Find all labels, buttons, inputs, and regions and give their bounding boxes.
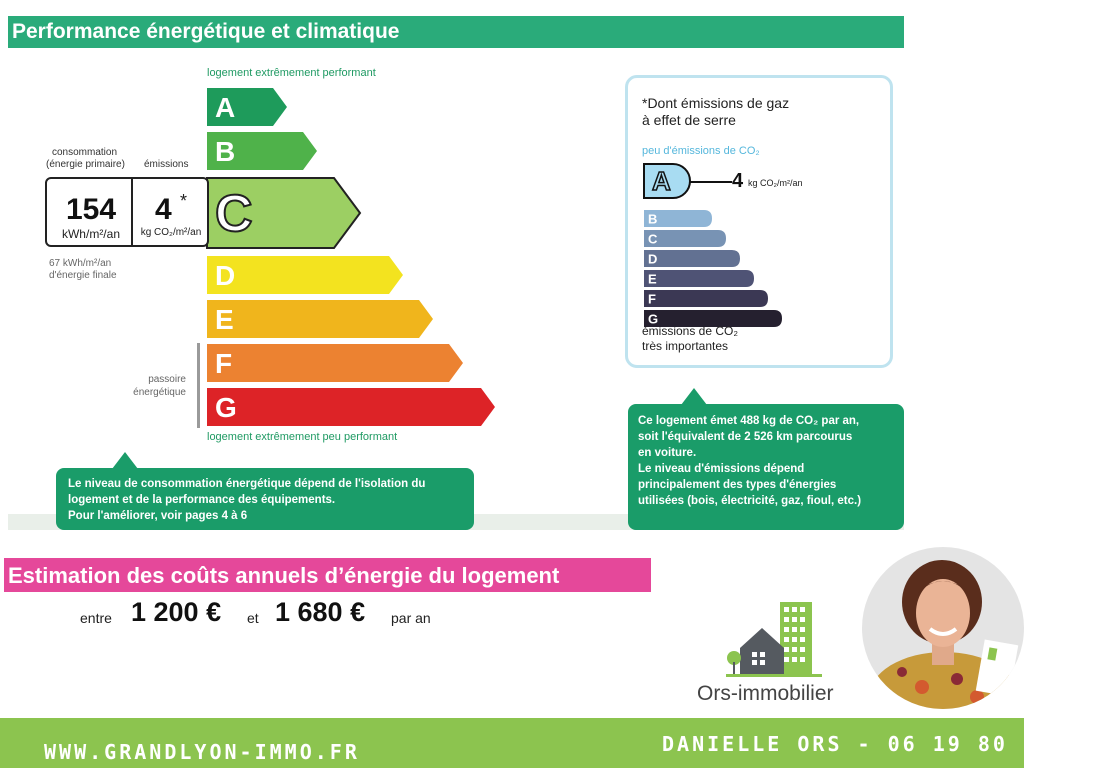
costs-title: Estimation des coûts annuels d’énergie du logement [4, 558, 651, 592]
performance-title: Performance énergétique et climatique [8, 16, 904, 48]
ges-class-b-letter: B [648, 211, 658, 227]
ges-note: *Dont émissions de gaz [642, 95, 790, 111]
consumption-value: 154 [65, 193, 117, 226]
emissions-unit: kg CO₂/m²/an [140, 227, 202, 238]
ges-callout-line: utilisées (bois, électricité, gaz, fioul, etc.) [638, 495, 862, 507]
ges-class-d-letter: D [648, 251, 658, 267]
ges-class-e-letter: E [648, 271, 657, 287]
dpe-energy-scale [200, 82, 520, 432]
energy-class-b-letter: B [215, 136, 236, 167]
ges-card [625, 75, 893, 368]
ges-class-g-letter: G [648, 311, 659, 327]
consumption-label: consommation [52, 147, 118, 158]
energy-class-g-bar [207, 388, 495, 426]
ges-value-line [690, 181, 732, 183]
ges-value: 4 [732, 170, 744, 192]
ors-logo-icon [722, 600, 822, 680]
ges-class-f-letter: F [648, 291, 656, 307]
box-divider [131, 179, 133, 245]
consumption-box [45, 177, 209, 247]
agent-photo [862, 547, 1024, 709]
ges-callout-line: en voiture. [638, 447, 697, 459]
energy-class-f-bar [207, 344, 463, 382]
passoire-bracket [197, 343, 200, 428]
passoire-label-2: énergétique [133, 387, 186, 398]
ges-callout [628, 404, 904, 530]
consumption-unit: kWh/m²/an [61, 227, 120, 241]
logo-text: Ors-immobilier [697, 682, 834, 705]
ges-class-f-bar [644, 290, 768, 307]
costs-high: 1 680 € [275, 597, 366, 627]
consumption-sublabel: (énergie primaire) [46, 159, 125, 170]
ges-bottom-label: émissions de CO₂ [642, 324, 739, 338]
energy-class-f-letter: F [215, 348, 233, 379]
emissions-value: 4 [155, 193, 172, 226]
energy-callout [56, 468, 474, 530]
passoire-label: passoire [148, 374, 186, 385]
callout-pointer [112, 452, 138, 469]
dpe-bottom-label: logement extrêmement peu performant [207, 431, 398, 443]
ges-callout-pointer [681, 388, 707, 405]
ges-class-a-letter: A [652, 166, 671, 196]
ges-class-c-letter: C [648, 231, 658, 247]
agent-contact: DANIELLE ORS - 06 19 80 38 32 [662, 732, 1098, 756]
ges-class-d-bar [644, 250, 740, 267]
final-energy-label: d'énergie finale [49, 270, 117, 281]
energy-callout-line: Pour l'améliorer, voir pages 4 à 6 [68, 510, 248, 522]
dpe-top-label: logement extrêmement performant [207, 67, 376, 79]
costs-per-year: par an [391, 610, 431, 626]
website-link[interactable]: WWW.GRANDLYON-IMMO.FR [44, 740, 360, 764]
energy-callout-line: logement et de la performance des équipements. [68, 494, 336, 506]
emissions-label: émissions [144, 159, 189, 170]
costs-low: 1 200 € [131, 597, 222, 627]
ges-top-label: peu d'émissions de CO₂ [642, 145, 760, 157]
emissions-star: * [180, 191, 188, 211]
energy-class-e-bar [207, 300, 433, 338]
energy-class-d-bar [207, 256, 403, 294]
costs-between: entre [80, 610, 112, 626]
ges-unit: kg CO₂/m²/an [748, 178, 803, 188]
ges-callout-line: Ce logement émet 488 kg de CO₂ par an, [638, 415, 860, 427]
ges-callout-line: soit l'équivalent de 2 526 km parcourus [638, 431, 853, 443]
energy-class-e-letter: E [215, 304, 234, 335]
costs-and: et [247, 610, 259, 626]
energy-class-d-letter: D [215, 260, 236, 291]
ges-note-2: à effet de serre [642, 112, 736, 128]
energy-class-a-letter: A [215, 92, 236, 123]
ges-callout-line: Le niveau d'émissions dépend [638, 463, 805, 475]
energy-class-g-letter: G [215, 392, 237, 423]
energy-class-c-letter: C [215, 185, 253, 243]
final-energy-value: 67 kWh/m²/an [49, 258, 112, 269]
ges-bottom-label-2: très importantes [642, 339, 729, 353]
energy-callout-line: Le niveau de consommation énergétique dépend de l'isolation du [68, 478, 426, 490]
ges-class-e-bar [644, 270, 754, 287]
ges-callout-line: principalement des types d'énergies [638, 479, 837, 491]
